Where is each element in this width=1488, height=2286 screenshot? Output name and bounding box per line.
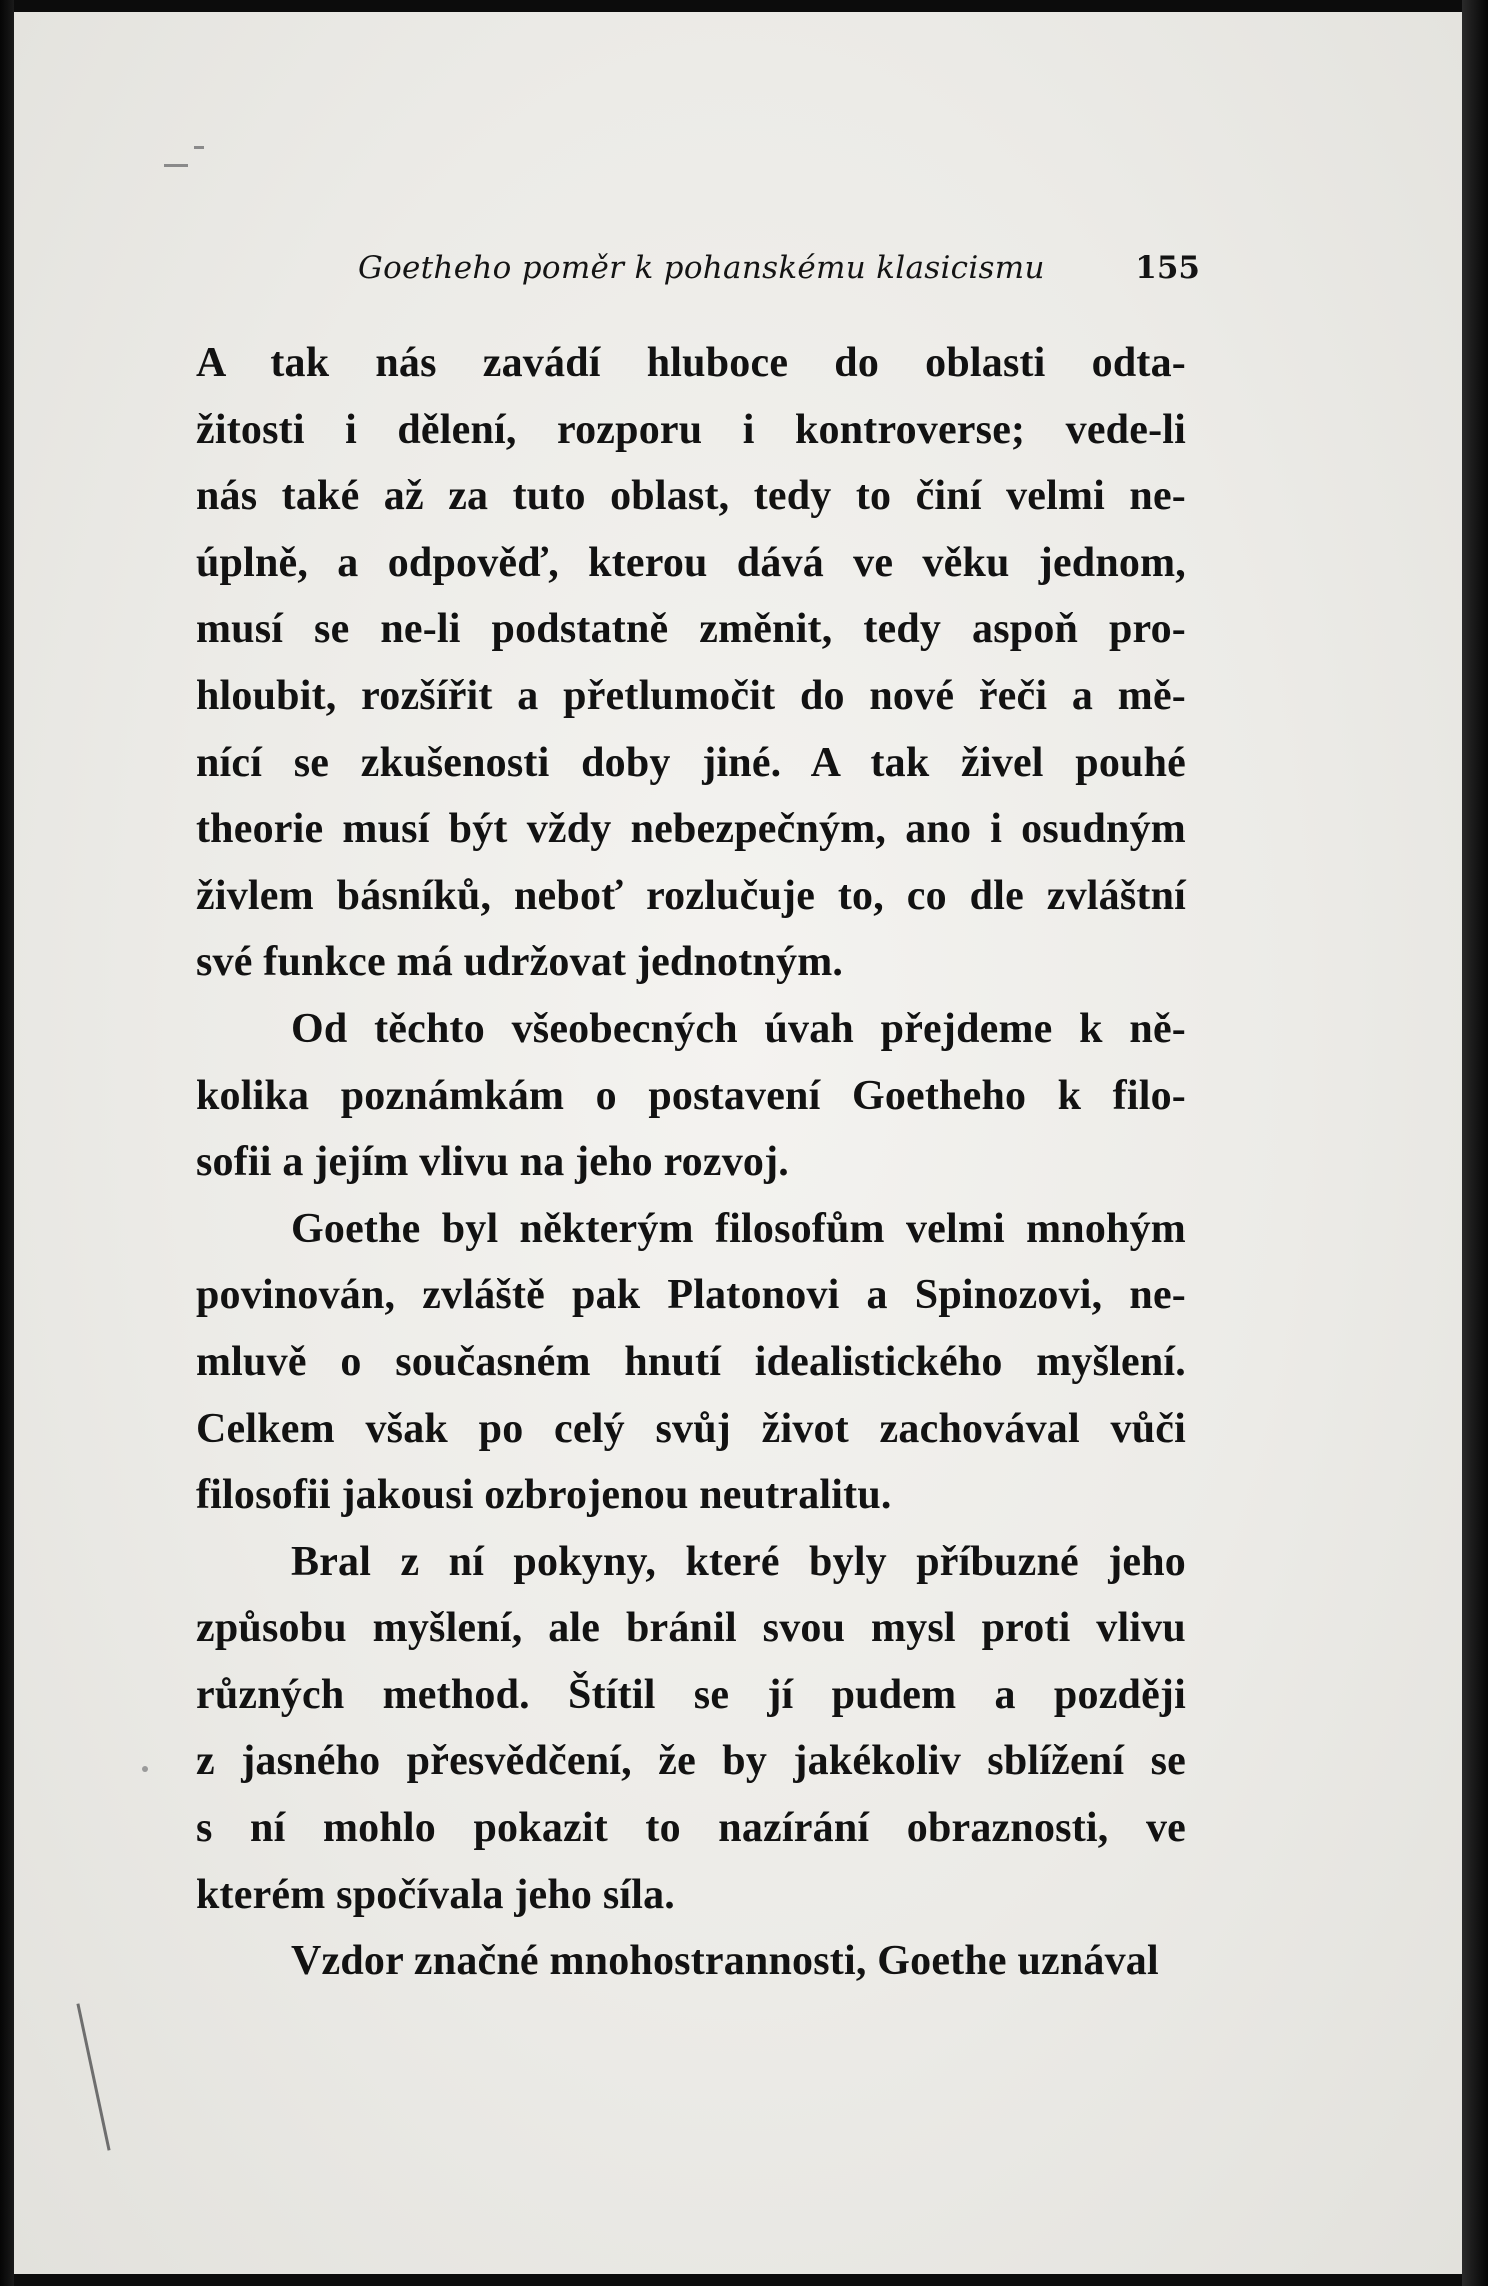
paragraph [196,1529,1186,1929]
text-line: Goethe byl některým filosofům velmi mnohým [291,1205,1186,1252]
running-head [358,250,1200,296]
text-line: Od těchto všeobecných úvah přejdeme k ně- [291,1005,1186,1052]
scan-speck [142,1766,148,1772]
text-line: kolika poznámkám o postavení Goetheho k filo- [196,1072,1186,1119]
scan-border-right [1462,0,1488,2286]
scan-scratch [76,2003,110,2150]
text-line: hloubit, rozšířit a přetlumočit do nové řeči a mě- [196,672,1186,719]
text-line: kterém spočívala jeho síla. [196,1871,676,1918]
paragraph [196,996,1186,1196]
running-head-title: Goetheho poměr k pohanskému klasicismu [358,250,1045,286]
paragraph [196,330,1186,996]
text-line: A tak nás zavádí hluboce do oblasti odta- [196,340,1186,386]
scan-speck [194,146,204,149]
text-line: musí se ne-li podstatně změnit, tedy aspoň pro- [196,606,1186,653]
text-line: Celkem však po celý svůj život zachovával vůči [196,1405,1186,1452]
text-line: Vzdor značné mnohostrannosti, Goethe uznával [291,1938,1159,1985]
body-text [196,330,1186,1995]
text-line: filosofii jakousi ozbrojenou neutralitu. [196,1472,892,1519]
paragraph [196,1928,1186,1995]
page-number: 155 [1135,250,1200,286]
text-line: různých method. Štítil se jí pudem a později [196,1671,1186,1718]
text-line: Bral z ní pokyny, které byly příbuzné jeho [291,1538,1186,1585]
scan-border-left [0,0,14,2286]
paragraph [196,1196,1186,1529]
text-line: povinován, zvláště pak Platonovi a Spinozovi, ne- [196,1272,1186,1319]
text-line: mluvě o současném hnutí idealistického myšlení. [196,1338,1186,1385]
text-line: žitosti i dělení, rozporu i kontroverse; vede-li [196,406,1186,453]
scan-speck [164,164,188,167]
text-line: své funkce má udržovat jednotným. [196,939,844,986]
text-line: z jasného přesvědčení, že by jakékoliv sblížení se [196,1738,1186,1785]
text-line: živlem básníků, neboť rozlučuje to, co dle zvláštní [196,872,1186,919]
text-line: sofii a jejím vlivu na jeho rozvoj. [196,1139,789,1186]
text-line: nás také až za tuto oblast, tedy to činí velmi ne- [196,473,1186,520]
text-line: nící se zkušenosti doby jiné. A tak živel pouhé [196,739,1186,786]
text-line: úplně, a odpověď, kterou dává ve věku jednom, [196,539,1186,586]
text-line: theorie musí být vždy nebezpečným, ano i osudným [196,806,1186,853]
text-line: způsobu myšlení, ale bránil svou mysl proti vlivu [196,1605,1186,1652]
text-line: s ní mohlo pokazit to nazírání obraznosti, ve [196,1805,1186,1852]
